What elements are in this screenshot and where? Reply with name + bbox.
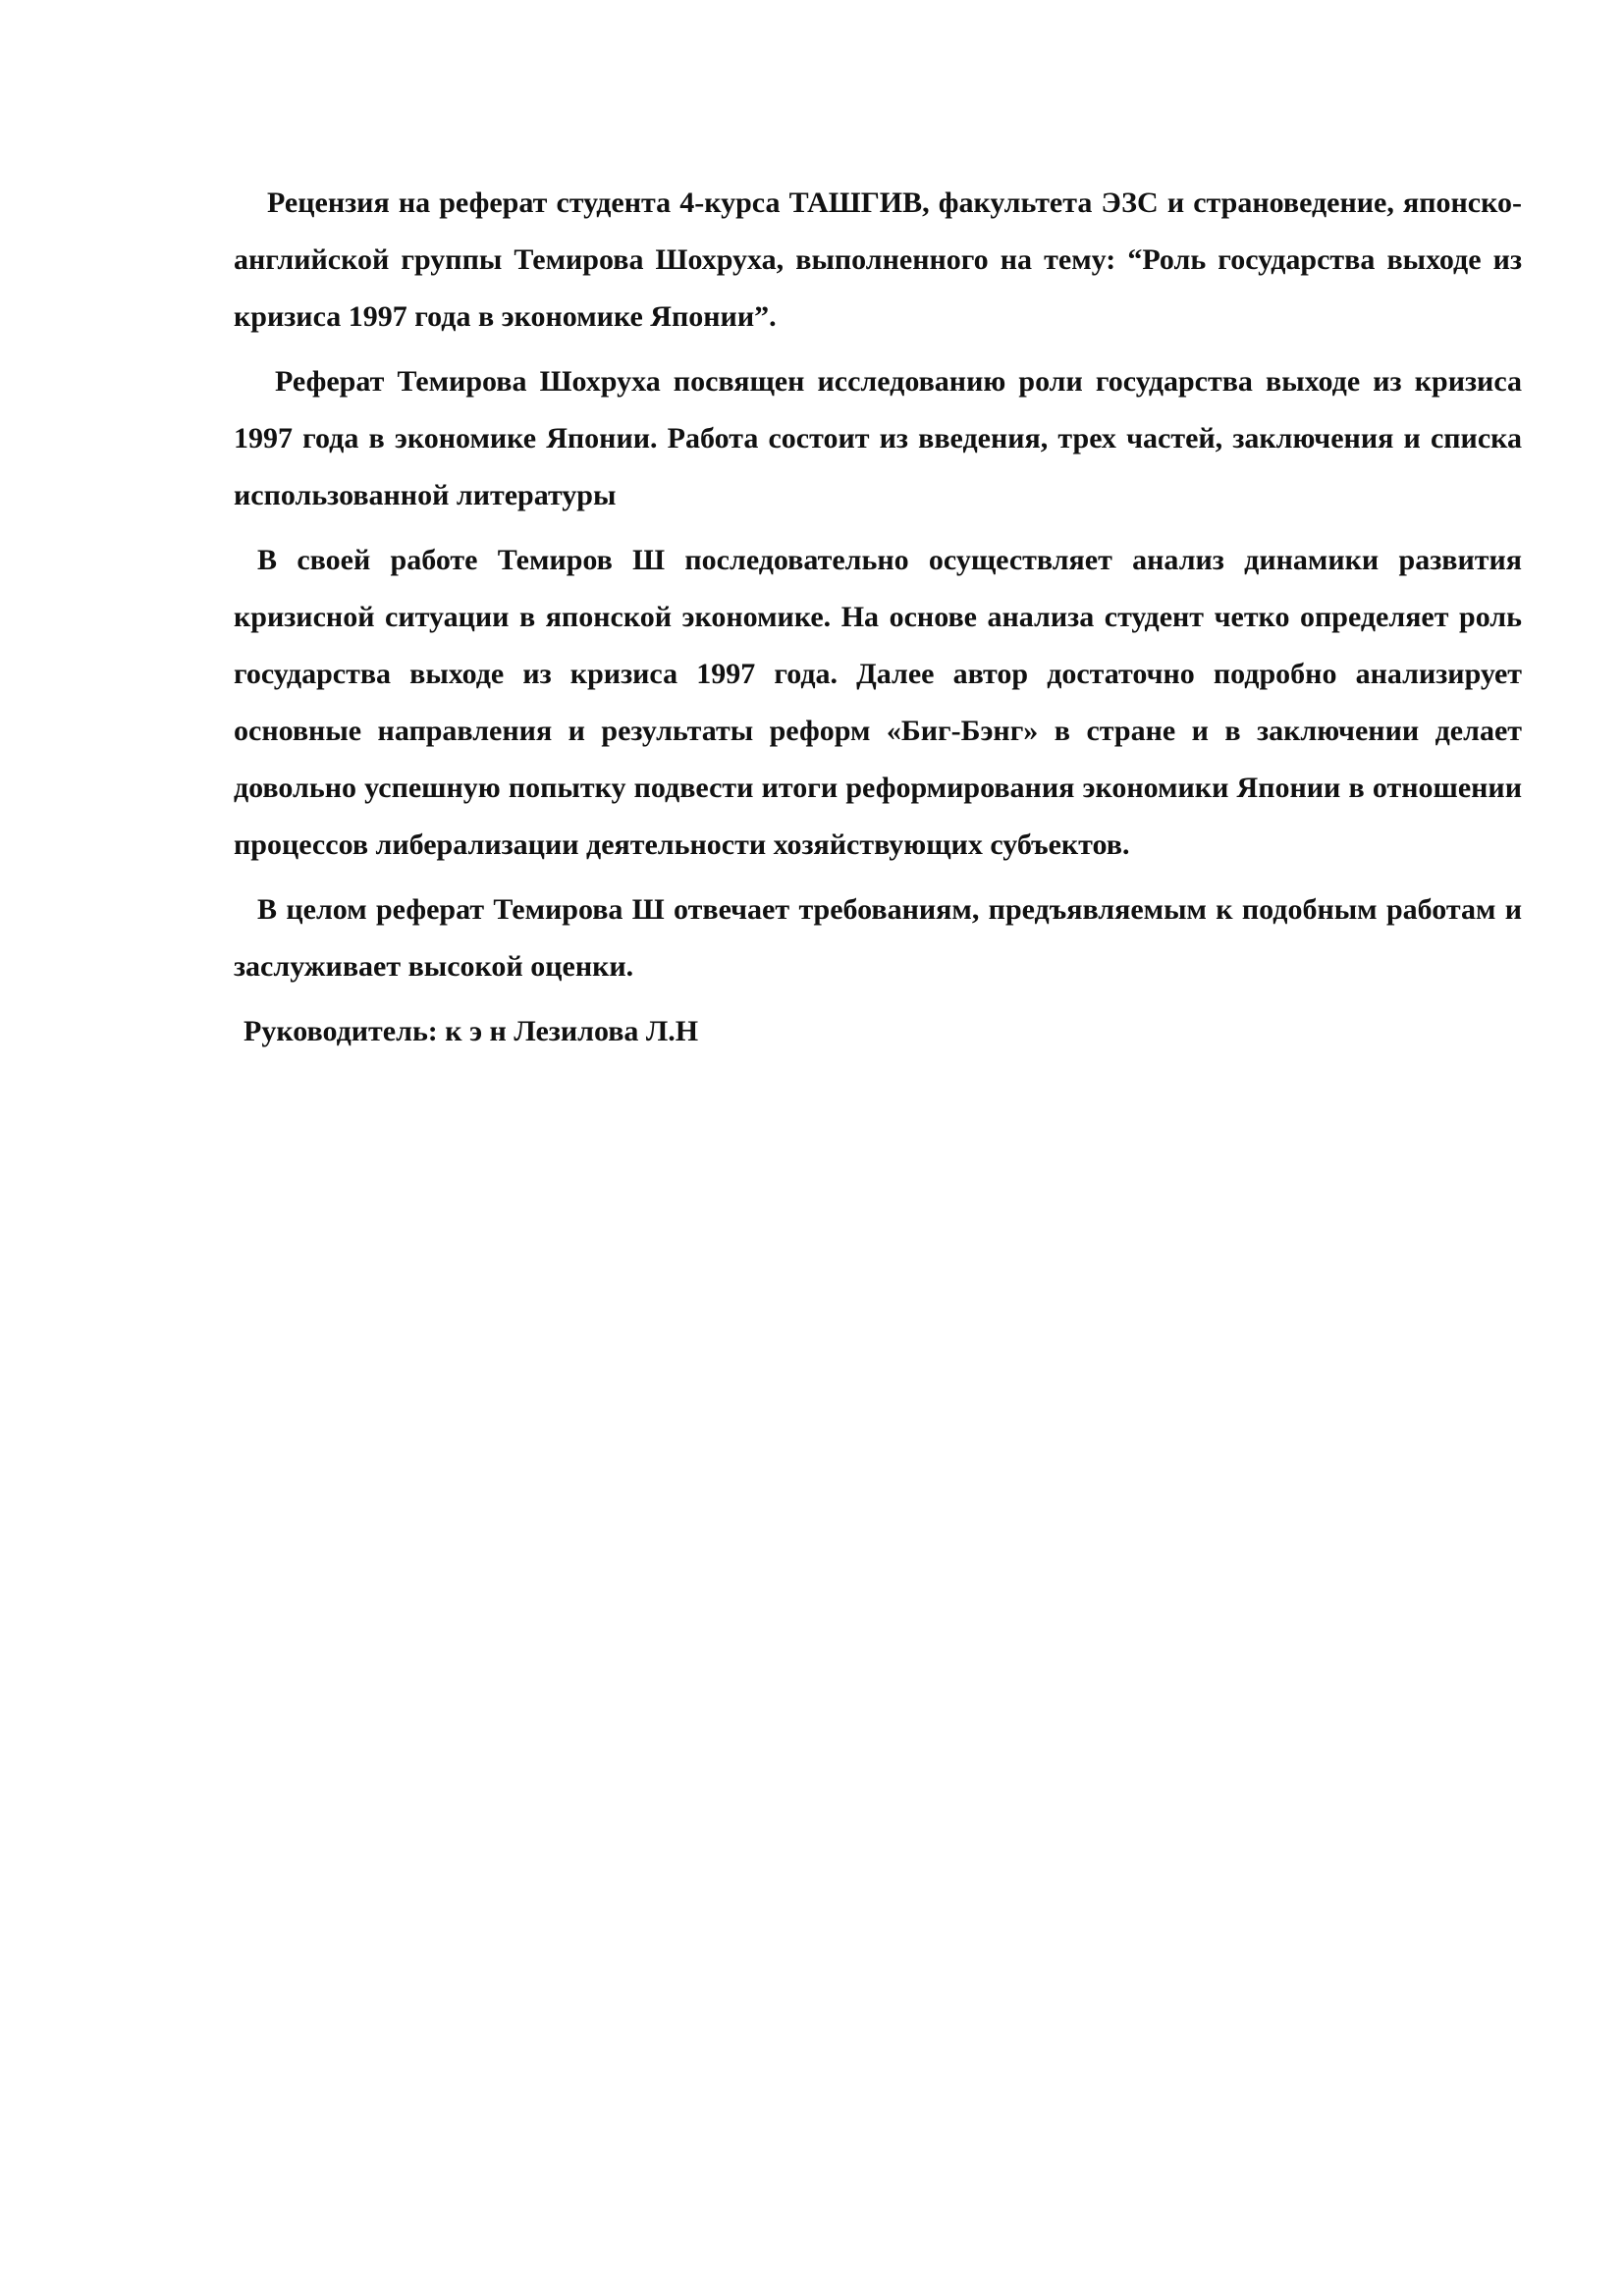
review-heading-paragraph: Рецензия на реферат студента 4-курса ТАШГИВ, факультета ЭЗС и страноведение, японско-английской группы Темирова Шохруха, выполненного на тему: “Роль государства выходе из кризиса 1997 года в экономике Японии”. [234,187,1522,333]
supervisor-signature: Руководитель: к э н Лезилова Л.Н [244,1015,699,1047]
review-analysis-paragraph: В своей работе Темиров Ш последовательно осуществляет анализ динамики развития кризисной ситуации в японской экономике. На основе анализа студент четко определяет роль государства выходе из кризиса 1997 года. Далее автор достаточно подробно анализирует основные направления и результаты реформ «Биг-Бэнг» в стране и в заключении делает довольно успешную попытку подвести итоги реформирования экономики Японии в отношении процессов либерализации деятельности хозяйствующих субъектов. [234,544,1522,861]
review-summary-paragraph: Реферат Темирова Шохруха посвящен исследованию роли государства выходе из кризиса 1997 года в экономике Японии. Работа состоит из введения, трех частей, заключения и списка использованной литературы [234,365,1522,511]
document-body [234,175,1522,1068]
review-conclusion-paragraph: В целом реферат Темирова Ш отвечает требованиям, предъявляемым к подобным работам и заслуживает высокой оценки. [234,893,1522,983]
